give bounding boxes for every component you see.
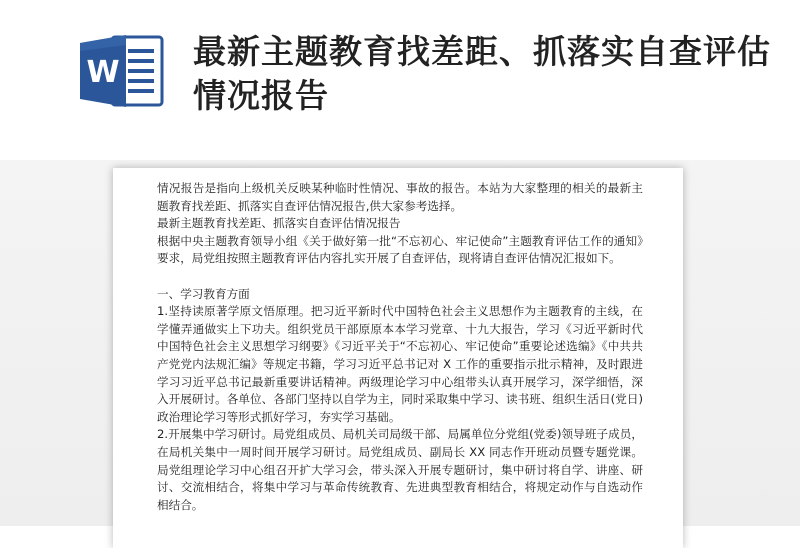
paragraph-item-2: 2.开展集中学习研讨。局党组成员、局机关司局级干部、局属单位分党组(党委)领导班子成员，在局机关集中一周时间开展学习研讨。局党组成员、副局长 XX 同志作开班动员暨专题党课。局党组理论学习中心组召开扩大学习会，带头深入开展专题研讨，集中研讨将自学、讲座、研讨、交流相结合，将集中学习与革命传统教育、先进典型教育相结合，将规定动作与自选动作相结合。 — [157, 427, 643, 512]
paragraph-intro: 情况报告是指向上级机关反映某种临时性情况、事故的报告。本站为大家整理的相关的最新主题教育找差距、抓落实自查评估情况报告,供大家参考选择。 — [157, 181, 643, 213]
word-icon-letter: W — [86, 55, 120, 90]
paragraph-blank — [157, 268, 643, 286]
paragraph-item-1: 1.坚持读原著学原文悟原理。把习近平新时代中国特色社会主义思想作为主题教育的主线，在学懂弄通做实上下功夫。组织党员干部原原本本学习党章、十九大报告，学习《习近平新时代中国特色社会主义思想学习纲要》《习近平关于“不忘初心、牢记使命”重要论述选编》《中共共产党党内法规汇编》等规定书籍，学习习近平总书记对 X 工作的重要指示批示精神，及时跟进学习习近平总书记最新重要讲话精神。两级理论学习中心组带头认真开展学习，深学细悟，深入开展研讨。各单位、各部门坚持以自学为主，同时采取集中学习、读书班、组织生活日(党日)政治理论学习等形式抓好学习，夯实学习基础。 — [157, 304, 643, 424]
paragraph-subtitle: 最新主题教育找差距、抓落实自查评估情况报告 — [157, 216, 401, 231]
document-page — [113, 168, 683, 548]
header — [0, 0, 800, 160]
document-body — [157, 180, 643, 514]
word-document-icon — [78, 33, 164, 109]
paragraph-preamble: 根据中央主题教育领导小组《关于做好第一批“不忘初心、牢记使命”主题教育评估工作的通知》要求，局党组按照主题教育评估内容扎实开展了自查评估，现将请自查评估情况汇报如下。 — [157, 233, 643, 266]
section-heading: 一、学习教育方面 — [157, 286, 250, 301]
document-title: 最新主题教育找差距、抓落实自查评估情况报告 — [193, 32, 771, 115]
